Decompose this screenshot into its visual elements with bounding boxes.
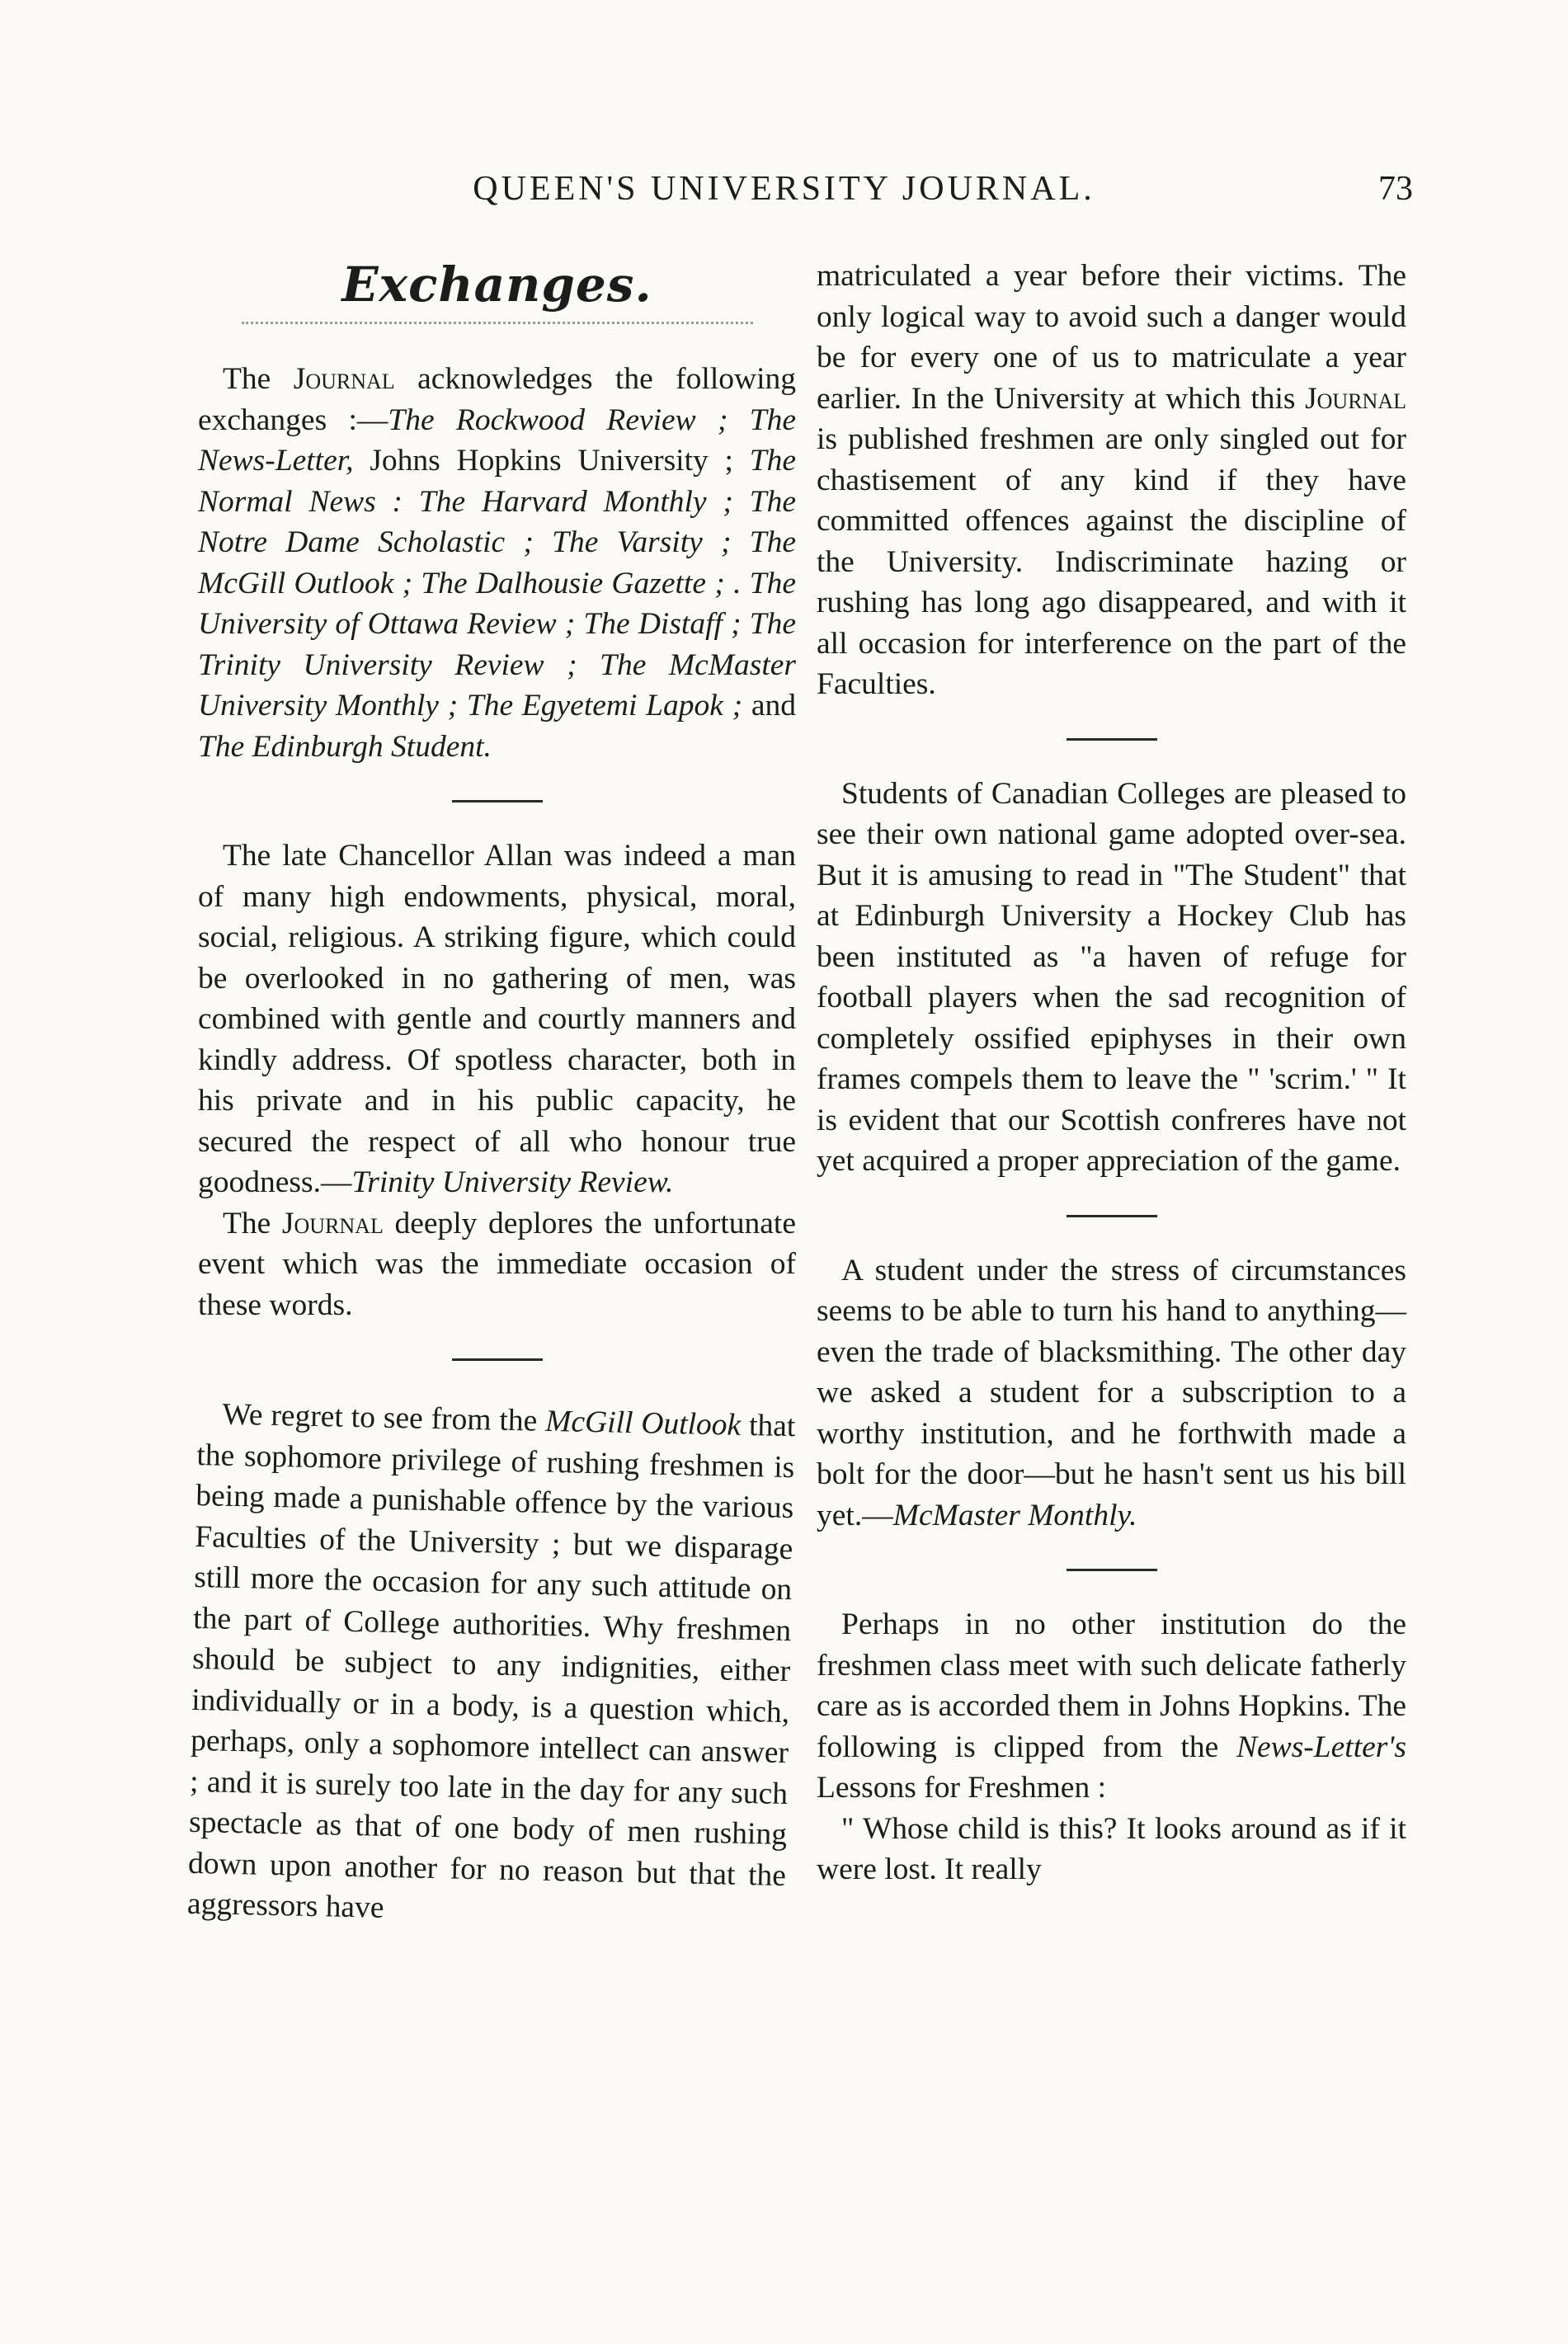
chancellor-paragraph xyxy=(198,835,796,1203)
right-column xyxy=(817,256,1406,1890)
hockey-paragraph: Students of Canadian Colleges are pleased to see their own national game adopted over-sea. But it is amusing to read in "The Student" that at Edinburgh University a Hockey Club has been instituted as "a haven of refuge for football players when the sad recognition of completely ossified epiphyses in their own frames compels them to leave the " 'scrim.' " It is evident that our Scottish confreres have not yet acquired a proper appreciation of the game. xyxy=(817,776,1406,1178)
journal-name: Journal xyxy=(1305,381,1406,416)
text-run: Perhaps in no other institution do the freshmen class meet with such delicate fatherly care as is accorded them in Johns Hopkins. The following is clipped from the xyxy=(817,1607,1406,1764)
separator-rule xyxy=(452,800,543,803)
text-run: Lessons for Freshmen : xyxy=(817,1771,1106,1805)
journal-name: Journal xyxy=(281,1206,384,1240)
text-run: We regret to see from the xyxy=(222,1397,546,1438)
source-citation: Trinity University Review. xyxy=(351,1165,674,1199)
text-run: is published freshmen are only singled out for chastisement of any kind if they have committed offences against the discipline of the University. Indiscriminate hazing or rushing has long ago disappeared, and with it all occasion for interference on the part of the Faculties. xyxy=(817,422,1406,701)
text-run: The late Chancellor Allan was indeed a man of many high endowments, physical, moral, social, religious. A striking figure, which could be overlooked in no gathering of men, was combined with gentle and courtly manners and kindly address. Of spotless character, both in his private and in his public capacity, he secured the respect of all who honour true goodness.— xyxy=(198,839,796,1199)
separator-rule xyxy=(452,1358,543,1361)
page-number: 73 xyxy=(1378,170,1413,208)
publication-title: News-Letter's xyxy=(1236,1730,1406,1764)
section-title: Exchanges. xyxy=(341,257,652,313)
publication-titles: The Edinburgh Student. xyxy=(198,729,492,764)
text-run: matriculated a year before their victims. The only logical way to avoid such a danger would be for every one of us to matriculate a year earlier. In the University at which this xyxy=(817,259,1406,416)
journal-deplores-paragraph xyxy=(198,1203,796,1326)
text-run: The xyxy=(223,1206,282,1240)
source-citation: McMaster Monthly. xyxy=(892,1498,1137,1532)
title-underline xyxy=(242,322,753,324)
text-run: Johns Hopkins University ; xyxy=(353,444,750,478)
left-column xyxy=(186,256,797,1925)
freshmen-paragraph xyxy=(817,1604,1406,1809)
text-run: that the sophomore privilege of rushing freshmen is being made a punishable offence by the various Faculties of the University ; but we disparage still more the occasion for any such attitude on the part of College authorities. Why freshmen should be subject to any indignities, either individually or in a body, is a question which, perhaps, only a sophomore intellect can answer ; and it is surely too late in the day for any such spectacle as that of one body of men rushing down upon another for no reason but that the aggressors have xyxy=(186,1408,796,1925)
blacksmith-paragraph xyxy=(817,1250,1406,1537)
text-run: A student under the stress of circumstances seems to be able to turn his hand to anything—even the trade of blacksmithing. The other day we asked a student for a subscription to a worthy institution, and he forthwith made a bolt for the door—but he hasn't sent us his bill yet.— xyxy=(817,1253,1406,1532)
rushing-paragraph xyxy=(187,1394,796,1937)
separator-rule xyxy=(1067,738,1157,741)
page-header xyxy=(0,169,1568,227)
text-run: The xyxy=(223,362,294,396)
publication-title: McGill Outlook xyxy=(544,1404,742,1443)
text-run: and xyxy=(742,689,796,722)
exchanges-paragraph xyxy=(198,359,796,767)
publication-titles: The Rockwood Review ; The News-Letter, xyxy=(198,402,797,478)
separator-rule xyxy=(1067,1215,1157,1217)
text-run: acknowledges the following exchanges :— xyxy=(198,362,796,437)
separator-rule xyxy=(1067,1569,1157,1571)
running-head: QUEEN'S UNIVERSITY JOURNAL. xyxy=(473,170,1095,208)
journal-name: Journal xyxy=(293,362,395,396)
quote-paragraph: " Whose child is this? It looks around as if it were lost. It really xyxy=(817,1811,1406,1886)
matriculated-paragraph xyxy=(817,256,1406,705)
text-run: deeply deplores the unfortunate event which was the immediate occasion of these words. xyxy=(198,1206,796,1322)
publication-titles: The Normal News : The Harvard Monthly ; The Notre Dame Scholastic ; The Varsity ; The McGill Outlook ; The Dalhousie Gazette ; . The University of Ottawa Review ; The Distaff ; The Trinity University Review ; The McMaster University Monthly ; The Egyetemi Lapok ; xyxy=(198,444,796,722)
